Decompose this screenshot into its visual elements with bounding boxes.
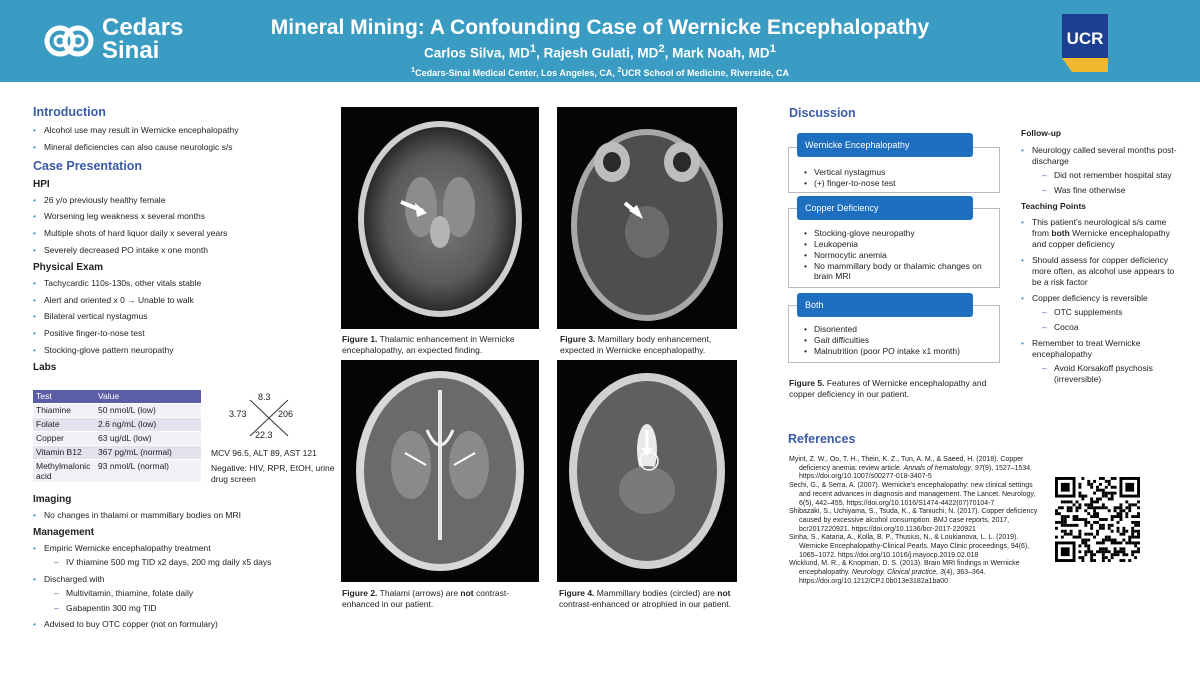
table-cell: Thiamine [33, 403, 95, 417]
sub-list-item: – Was fine otherwise [1032, 185, 1181, 196]
mri-figure-3 [557, 107, 737, 329]
discussion-heading: Discussion [789, 106, 856, 120]
teaching-points-heading: Teaching Points [1021, 200, 1087, 211]
exam-list [33, 278, 333, 356]
fishbone-right-value: 206 [278, 409, 294, 419]
management-item-text: Empiric Wernicke encephalopathy treatment [44, 542, 211, 553]
list-item: • Tachycardic 110s-130s, other vitals stable [33, 278, 333, 289]
both-box-title: Both [797, 293, 973, 317]
poster-affiliations: $^1$Cedars-Sinai Medical Center, Los Angeles, CA, $^2$UCR School of Medicine, Riverside, CA [410, 65, 790, 78]
wernicke-box-title: Wernicke Encephalopathy [797, 133, 973, 157]
list-item: • (+) finger-to-nose test [804, 178, 994, 188]
ucr-logo [1062, 14, 1108, 72]
cedars-sinai-logo [44, 16, 204, 66]
copper-box-title: Copper Deficiency [797, 196, 973, 220]
list-item [1021, 293, 1181, 333]
list-item: • Severely decreased PO intake x one month [33, 245, 333, 256]
list-item: • Worsening leg weakness x several months [33, 211, 333, 222]
table-row [33, 403, 201, 417]
left-column [33, 105, 333, 378]
labs-header-row [33, 390, 201, 403]
list-item [1021, 338, 1181, 385]
table-row [33, 431, 201, 445]
figure-5-caption: Figure 5. Features of Wernicke encephalopathy and copper deficiency in our patient. [789, 378, 987, 399]
labs-heading: Labs [33, 361, 57, 373]
followup-heading: Follow-up [1021, 128, 1062, 138]
other-labs [211, 448, 336, 485]
references-list [789, 456, 1039, 587]
table-cell: Copper [33, 431, 95, 445]
both-features-list [804, 324, 994, 357]
copper-features-list [804, 228, 994, 282]
table-cell: 50 nmol/L (low) [95, 403, 201, 417]
list-item: • No mammillary body or thalamic changes on brain MRI [804, 261, 994, 281]
list-item: • Stocking-glove pattern neuropathy [33, 345, 333, 356]
figure-2-caption: Figure 2. Thalami (arrows) are not contrast-enhanced in our patient. [342, 588, 510, 609]
sub-list-item: – Cocoa [1032, 322, 1181, 333]
logo-line-2: Sinai [102, 37, 160, 64]
teaching-item-text: Remember to treat Wernicke encephalopathy [1032, 338, 1141, 359]
sub-list [1032, 307, 1181, 333]
list-item [1021, 145, 1181, 196]
table-cell: 367 pg/mL (normal) [95, 445, 201, 459]
mri-axial-contrast-image [341, 107, 539, 329]
followup-list [1021, 145, 1181, 196]
labs-header-value: Value [95, 390, 201, 403]
table-row [33, 445, 201, 459]
references-heading: References [788, 432, 856, 446]
table-cell: Methylmalonic acid [33, 459, 95, 482]
intro-list [33, 125, 333, 153]
wernicke-features-list [804, 167, 994, 189]
list-item: • Gait difficulties [804, 335, 994, 345]
mri-figure-1 [341, 107, 539, 329]
teaching-item-text: Copper deficiency is reversible [1032, 293, 1148, 303]
logo-line-1: Cedars [102, 14, 184, 41]
sub-list-item: – IV thiamine 500 mg TID x2 days, 200 mg daily x5 days [44, 557, 333, 568]
list-item: • Multiple shots of hard liquor daily x several years [33, 228, 333, 239]
list-item: • This patient's neurological s/s came from both Wernicke encephalopathy and copper deficiency [1021, 217, 1181, 250]
list-item: • Positive finger-to-nose test [33, 328, 333, 339]
fishbone-top-value: 8.3 [258, 392, 271, 402]
sub-list [1032, 363, 1181, 385]
sub-list-item: – Gabapentin 300 mg TID [44, 603, 333, 614]
labs-table [33, 390, 201, 482]
list-item: • Alcohol use may result in Wernicke encephalopathy [33, 125, 333, 136]
introduction-heading: Introduction [33, 105, 106, 119]
qr-code-icon[interactable] [1055, 477, 1140, 562]
liver-labs-text: MCV 96.5, ALT 89, AST 121 [211, 448, 317, 458]
list-item: • Alert and oriented x 0 → Unable to walk [33, 295, 333, 306]
followup-column [1021, 128, 1181, 390]
ucr-logo-text: UCR [1066, 29, 1104, 48]
figure-4-caption: Figure 4. Mammillary bodies (circled) are not contrast-enhanced or atrophied in our patient. [559, 588, 732, 609]
list-item: • Advised to buy OTC copper (not on formulary) [33, 619, 333, 630]
fishbone-bottom-value: 22.3 [255, 430, 273, 440]
sub-list-item: – Avoid Korsakoff psychosis (irreversible) [1032, 363, 1181, 385]
table-row [33, 459, 201, 482]
list-item: • Stocking-glove neuropathy [804, 228, 994, 238]
mri-axial-t2-image [557, 360, 737, 582]
mri-figure-2 [341, 360, 539, 582]
reference-item: Wicklund, M. R., & Knopman, D. S. (2013). Brain MRI findings in Wernicke encephalopathy. Neurology. Clinical practice, 3(4), 363–364. https://doi.org/10.1212/CPJ.0b013e3182a1ba00 [789, 560, 1020, 585]
case-presentation-heading: Case Presentation [33, 158, 143, 173]
imaging-list [33, 510, 333, 521]
poster-header [0, 0, 1200, 82]
table-cell: 93 nmol/L (normal) [95, 459, 201, 482]
followup-item-text: Neurology called several months post-discharge [1032, 144, 1177, 166]
list-item: • Disoriented [804, 324, 994, 334]
list-item: • Should assess for copper deficiency more often, as alcohol use appears to be a risk factor [1021, 255, 1181, 288]
negative-labs-text: Negative: HIV, RPR, EtOH, urine drug screen [211, 463, 335, 484]
list-item: • Leukopenia [804, 239, 994, 249]
table-cell: 2.6 ng/mL (low) [95, 417, 201, 431]
figure-3-caption: Figure 3. Mamillary body enhancement, expected in Wernicke encephalopathy. [560, 334, 712, 355]
sub-list-item: – OTC supplements [1032, 307, 1181, 318]
cbc-fishbone-diagram [226, 392, 304, 444]
list-item: • Mineral deficiencies can also cause neurologic s/s [33, 142, 333, 153]
imaging-heading: Imaging [33, 494, 72, 505]
sub-list [44, 588, 333, 614]
list-item: • 26 y/o previously healthy female [33, 195, 333, 206]
imaging-management-section [33, 490, 333, 636]
list-item: • No changes in thalami or mammillary bodies on MRI [33, 510, 333, 521]
hpi-heading: HPI [33, 178, 50, 190]
fishbone-left-value: 3.73 [229, 409, 247, 419]
list-item [33, 574, 333, 614]
list-item: • Normocytic anemia [804, 250, 994, 260]
sub-list-item: – Did not remember hospital stay [1032, 170, 1181, 181]
management-list [33, 543, 333, 631]
management-heading: Management [33, 526, 95, 538]
list-item: • Vertical nystagmus [804, 167, 994, 177]
hpi-list [33, 195, 333, 256]
cedars-sinai-glyph-icon [44, 20, 96, 62]
table-cell: Vitamin B12 [33, 445, 95, 459]
poster-title: Mineral Mining: A Confounding Case of Wernicke Encephalopathy [270, 16, 930, 39]
mri-figure-4 [557, 360, 737, 582]
cedars-sinai-wordmark [102, 16, 183, 62]
reference-item: Myint, Z. W., Oo, T. H., Thein, K. Z., Tun, A. M., & Saeed, H. (2018). Copper deficiency anemia: review article. Annals of hematology, 97(9), 1527–1534. https://doi.org/10.1007/s00277-018-3407-5 [789, 456, 1033, 481]
list-item: • Bilateral vertical nystagmus [33, 311, 333, 322]
table-row [33, 417, 201, 431]
list-item [33, 543, 333, 568]
reference-item: Sechi, G., & Serra, A. (2007). Wernicke's encephalopathy: new clinical settings and recent advances in diagnosis and management. The Lancet. Neurology, 6(5), 442–455. https://doi.org/10.1016/S1474-4422(07)70104-7 [789, 482, 1036, 507]
table-cell: 63 ug/dL (low) [95, 431, 201, 445]
teaching-points-list [1021, 217, 1181, 385]
reference-item: Sinha, S., Kataria, A., Kolla, B. P., Thusius, N., & Loukianova, L. L. (2019). Wernicke Encephalopathy-Clinical Pearls. Mayo Clinic proceedings, 94(6), 1065–1072. https://doi.org/10.1016/j.mayocp.2019.02.018 [789, 534, 1030, 559]
list-item: • Malnutrition (poor PO intake x1 month) [804, 346, 994, 356]
mri-axial-t2-image [341, 360, 539, 582]
sub-list-item: – Multivitamin, thiamine, folate daily [44, 588, 333, 599]
sub-list [44, 557, 333, 568]
table-cell: Folate [33, 417, 95, 431]
figure-1-caption: Figure 1. Thalamic enhancement in Wernicke encephalopathy, an expected finding. [342, 334, 515, 355]
mri-axial-contrast-image [557, 107, 737, 329]
physical-exam-heading: Physical Exam [33, 261, 104, 273]
poster-authors: Carlos Silva, $MD^1$, Rajesh Gulati, $MD^2$, Mark Noah, $MD^1$ [424, 43, 776, 61]
management-item-text: Discharged with [44, 573, 105, 584]
labs-header-test: Test [33, 390, 95, 403]
reference-item: Shibazaki, S., Uchiyama, S., Tsuda, K., & Taniuchi, N. (2017). Copper deficiency caused by excessive alcohol consumption. BMJ case reports, 2017, bcr2017220921. https://doi.org/10.1136/bcr-2017-220921 [789, 508, 1038, 533]
sub-list [1032, 170, 1181, 196]
